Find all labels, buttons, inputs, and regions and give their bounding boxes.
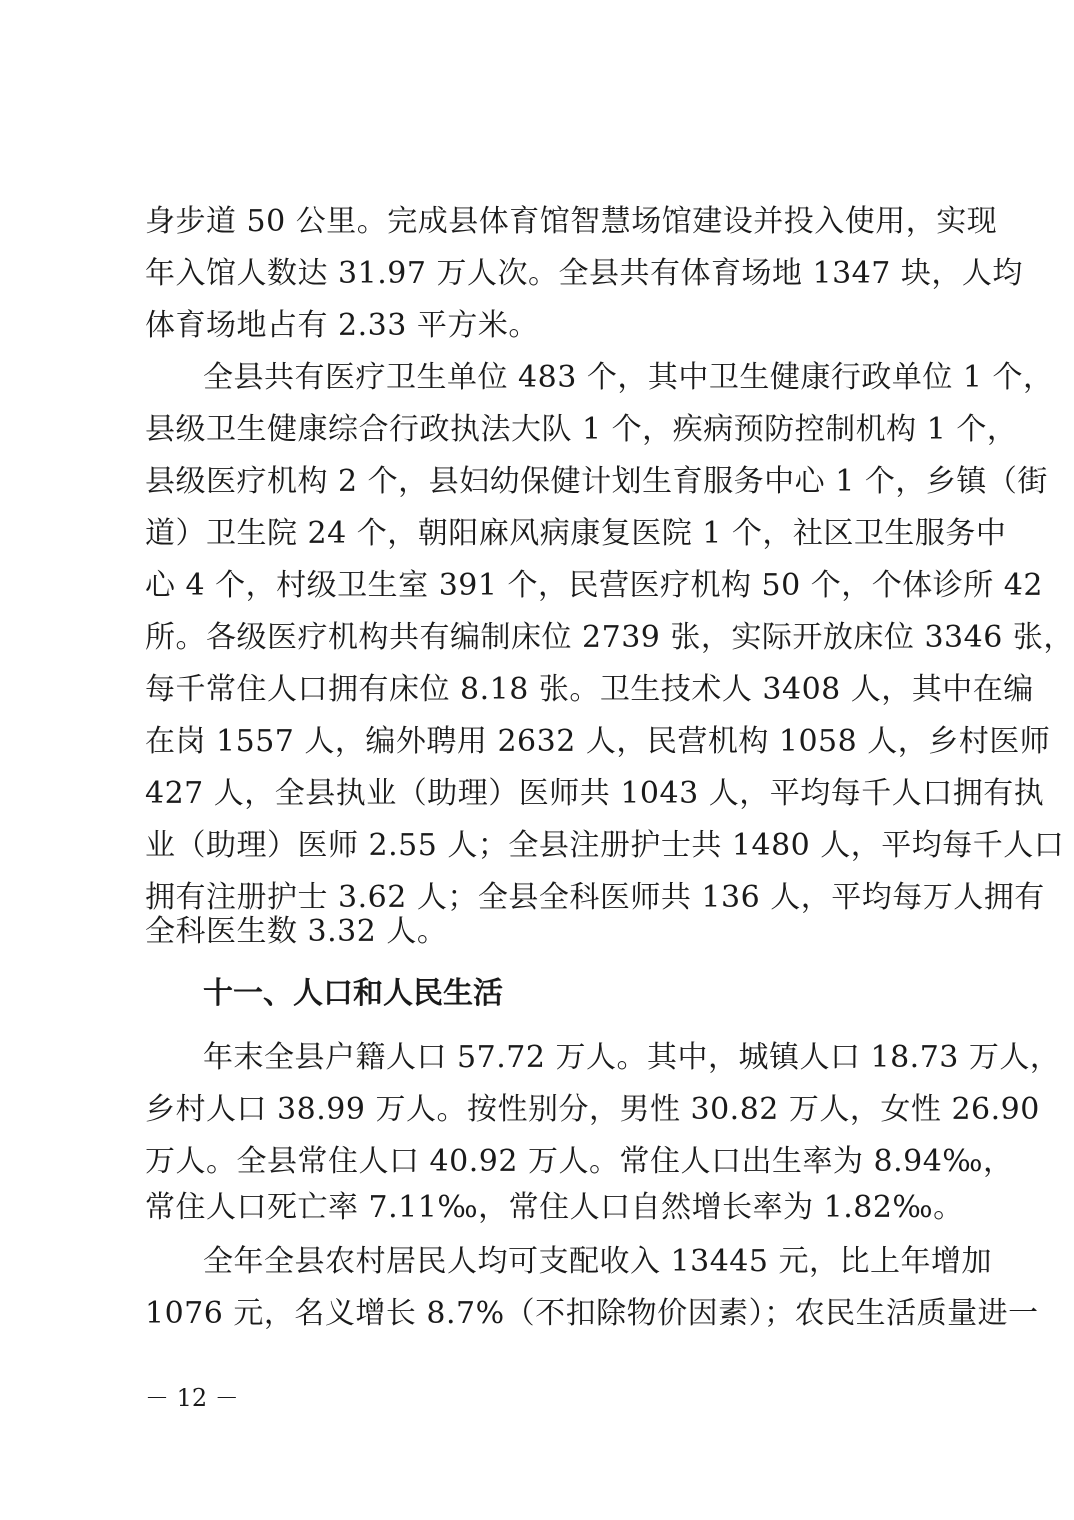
paragraph-health-line-7: 每千常住人口拥有床位 8.18 张。卫生技术人 3408 人，其中在编 [145, 672, 1034, 707]
paragraph-health-line-4: 道）卫生院 24 个，朝阳麻风病康复医院 1 个，社区卫生服务中 [145, 516, 1007, 551]
paragraph-sports-line-3: 体育场地占有 2.33 平方米。 [145, 308, 539, 343]
paragraph-population-line-1: 年末全县户籍人口 57.72 万人。其中，城镇人口 18.73 万人， [203, 1040, 1061, 1075]
paragraph-income-line-1: 全年全县农村居民人均可支配收入 13445 元，比上年增加 [203, 1244, 993, 1279]
paragraph-sports-line-2: 年入馆人数达 31.97 万人次。全县共有体育场地 1347 块，人均 [145, 256, 1023, 291]
paragraph-health-line-12: 全科医生数 3.32 人。 [145, 914, 448, 949]
paragraph-health-line-6: 所。各级医疗机构共有编制床位 2739 张，实际开放床位 3346 张， [145, 620, 1074, 655]
paragraph-health-line-10: 业（助理）医师 2.55 人；全县注册护士共 1480 人，平均每千人口 [145, 828, 1065, 863]
page-number: － 12 － [145, 1384, 239, 1412]
paragraph-health-line-5: 心 4 个，村级卫生室 391 个，民营医疗机构 50 个，个体诊所 42 [145, 568, 1043, 603]
section-heading: 十一、人口和人民生活 [203, 976, 503, 1011]
paragraph-population-line-2: 乡村人口 38.99 万人。按性别分，男性 30.82 万人，女性 26.90 [145, 1092, 1040, 1127]
paragraph-health-line-9: 427 人，全县执业（助理）医师共 1043 人，平均每千人口拥有执 [145, 776, 1045, 811]
paragraph-health-line-8: 在岗 1557 人，编外聘用 2632 人，民营机构 1058 人，乡村医师 [145, 724, 1051, 759]
paragraph-health-line-11: 拥有注册护士 3.62 人；全县全科医师共 136 人，平均每万人拥有 [145, 880, 1045, 915]
paragraph-income-line-2: 1076 元，名义增长 8.7%（不扣除物价因素）；农民生活质量进一 [145, 1296, 1039, 1331]
paragraph-sports-line-1: 身步道 50 公里。完成县体育馆智慧场馆建设并投入使用，实现 [145, 204, 998, 239]
paragraph-health-line-1: 全县共有医疗卫生单位 483 个，其中卫生健康行政单位 1 个， [203, 360, 1054, 395]
paragraph-health-line-2: 县级卫生健康综合行政执法大队 1 个，疾病预防控制机构 1 个， [145, 412, 1018, 447]
paragraph-population-line-4: 常住人口死亡率 7.11‰，常住人口自然增长率为 1.82‰。 [145, 1190, 964, 1225]
paragraph-health-line-3: 县级医疗机构 2 个，县妇幼保健计划生育服务中心 1 个，乡镇（街 [145, 464, 1048, 499]
paragraph-population-line-3: 万人。全县常住人口 40.92 万人。常住人口出生率为 8.94‰， [145, 1144, 1014, 1179]
